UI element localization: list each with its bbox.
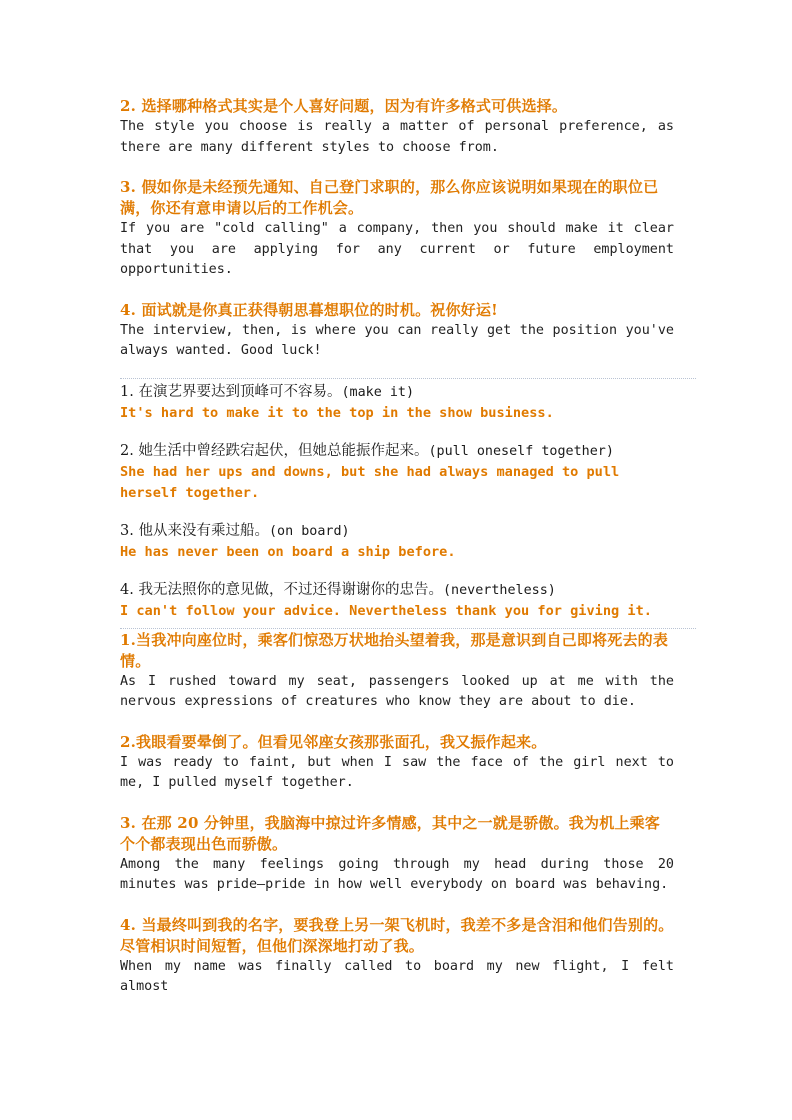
chinese-sentence: 1.当我冲向座位时，乘客们惊恐万状地抬头望着我，那是意识到自己即将死去的表情。 <box>120 630 669 670</box>
exercise-prompt <box>120 521 674 542</box>
exercise-item <box>120 382 674 424</box>
exercise-item <box>120 441 674 504</box>
translation-pair <box>120 915 674 998</box>
chinese-sentence: 3. 假如你是未经预先通知、自己登门求职的，那么你应该说明如果现在的职位已满，你还有意申请以后的工作机会。 <box>120 178 659 217</box>
english-translation: The interview, then, is where you can really get the position you've always wanted. Good luck! <box>120 322 674 358</box>
document-page <box>120 96 674 1017</box>
english-translation: As I rushed toward my seat, passengers looked up at me with the nervous expressions of creatures who know they are about to die. <box>120 673 674 709</box>
chinese-sentence: 3. 在那 20 分钟里，我脑海中掠过许多情感，其中之一就是骄傲。我为机上乘客个个都表现出色而骄傲。 <box>120 813 661 853</box>
chinese-sentence: 2.我眼看要晕倒了。但看见邻座女孩那张面孔，我又振作起来。 <box>120 732 547 751</box>
english-translation: The style you choose is really a matter of personal preference, as there are many different styles to choose from. <box>120 119 674 155</box>
exercise-answer: I can't follow your advice. Nevertheless thank you for giving it. <box>120 602 652 619</box>
prompt-text: 3. 他从来没有乘过船。 <box>120 522 269 539</box>
prompt-hint: (nevertheless) <box>442 582 556 598</box>
translation-pair <box>120 732 674 794</box>
translation-pair <box>120 300 674 362</box>
prompt-hint: (on board) <box>268 523 350 539</box>
exercise-answer: He has never been on board a ship before. <box>120 543 456 560</box>
english-translation: When my name was finally called to board my new flight, I felt almost <box>120 958 674 994</box>
translation-pair <box>120 177 674 281</box>
exercise-prompt <box>120 580 674 601</box>
section-divider <box>120 628 696 629</box>
translation-pair <box>120 96 674 158</box>
exercise-answer: It's hard to make it to the top in the show business. <box>120 404 554 421</box>
exercise-item <box>120 521 674 563</box>
chinese-sentence: 2. 选择哪种格式其实是个人喜好问题，因为有许多格式可供选择。 <box>120 97 568 115</box>
exercise-item <box>120 580 674 622</box>
exercise-prompt <box>120 382 674 403</box>
prompt-hint: (make it) <box>341 384 415 400</box>
english-translation: Among the many feelings going through my head during those 20 minutes was pride—pride in how well everybody on board was behaving. <box>120 856 674 892</box>
english-translation: If you are "cold calling" a company, then you should make it clear that you are applying for any current or future employment opportunities. <box>120 221 674 277</box>
exercise-prompt <box>120 441 674 462</box>
prompt-text: 4. 我无法照你的意见做，不过还得谢谢你的忠告。 <box>120 581 443 598</box>
chinese-sentence: 4. 面试就是你真正获得朝思暮想职位的时机。祝你好运! <box>120 300 498 319</box>
chinese-sentence: 4. 当最终叫到我的名字，要我登上另一架飞机时，我差不多是含泪和他们告别的。尽管相识时间短暂，但他们深深地打动了我。 <box>120 915 674 955</box>
exercise-answer: She had her ups and downs, but she had always managed to pull herself together. <box>120 463 620 501</box>
translation-pair <box>120 813 674 896</box>
prompt-hint: (pull oneself together) <box>428 443 614 459</box>
translation-pair <box>120 630 674 713</box>
prompt-text: 1. 在演艺界要达到顶峰可不容易。 <box>120 383 342 400</box>
prompt-text: 2. 她生活中曾经跌宕起伏，但她总能振作起来。 <box>120 442 429 459</box>
english-translation: I was ready to faint, but when I saw the face of the girl next to me, I pulled myself together. <box>120 754 674 790</box>
section-divider <box>120 378 696 379</box>
